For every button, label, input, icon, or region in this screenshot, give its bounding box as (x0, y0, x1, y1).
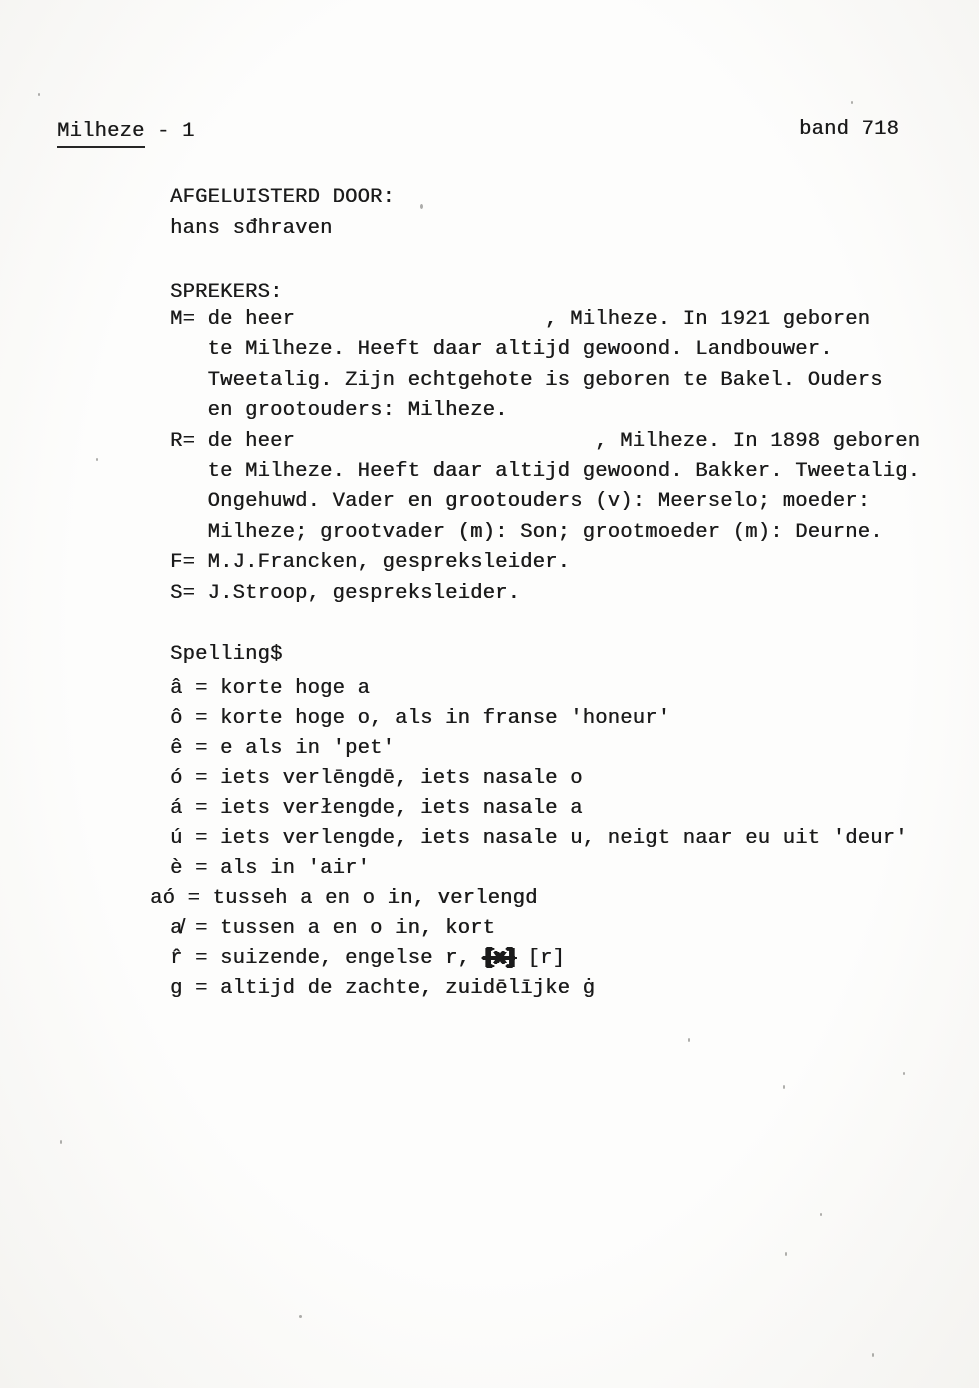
scan-speck (783, 1085, 785, 1089)
speaker-line-r-cont: te Milheze. Heeft daar altijd gewoond. Bakker. Tweetalig. (170, 459, 921, 483)
speaker-line-f: F= M.J.Francken, gespreksleider. (170, 551, 571, 575)
spelling-entry: ô = korte hoge o, als in franse 'honeur' (170, 707, 671, 730)
speaker-line-m-cont: Tweetalig. Zijn echtgehote is geboren te Bakel. Ouders (170, 368, 883, 392)
spelling-entry: â = korte hoge a (170, 677, 371, 700)
scan-speck (785, 1252, 787, 1256)
speaker-line-r-cont: Milheze; grootvader (m): Son; grootmoeder (m): Deurne. (170, 520, 883, 544)
spelling-entry: è = als in 'air' (170, 857, 371, 880)
speaker-line-s: S= J.Stroop, gespreksleider. (170, 581, 521, 605)
spelling-entry: g = altijd de zachte, zuidēlījke ġ (170, 977, 596, 1000)
spelling-entry: á = iets verłengde, iets nasale a (170, 797, 583, 820)
speaker-line-r: R= de heer , Milheze. In 1898 geboren (170, 429, 921, 453)
spelling-legend (150, 674, 908, 1004)
scan-speck (903, 1072, 905, 1075)
page-title-number: - 1 (144, 120, 195, 143)
spelling-entry-text: [r] (514, 947, 565, 970)
sprekers-label: SPREKERS: (170, 281, 283, 304)
afgeluisterd-door-label: AFGELUISTERD DOOR: (170, 186, 396, 209)
speaker-line-m-cont: te Milheze. Heeft daar altijd gewoond. Landbouwer. (170, 338, 833, 362)
scan-speck (96, 458, 98, 461)
sprekers-list (170, 305, 920, 609)
spelling-entry: a̸ = tussen a en o in, kort (170, 917, 496, 940)
page-title-location: Milheze (57, 120, 145, 148)
scan-speck (872, 1353, 874, 1357)
spelling-entry-text: r̂ = suizende, engelse r, (170, 947, 483, 970)
speaker-line-m-cont: en grootouders: Milheze. (170, 399, 508, 423)
scan-speck (688, 1038, 690, 1042)
band-number: band 718 (799, 118, 900, 141)
scan-speck (420, 204, 423, 209)
speaker-line-m: M= de heer , Milheze. In 1921 geboren (170, 308, 871, 331)
struck-out-token: [x] (482, 947, 515, 970)
scan-speck (299, 1315, 302, 1318)
scan-speck (820, 1213, 822, 1216)
spelling-entry: ú = iets verlengde, iets nasale u, neigt naar eu uit 'deur' (170, 827, 908, 850)
scan-speck (38, 93, 40, 96)
spelling-entry: ó = iets verlēngdē, iets nasale o (170, 767, 583, 790)
spelling-entry: ê = e als in 'pet' (170, 737, 396, 760)
scan-speck (851, 101, 853, 104)
listener-name: hans sđhraven (170, 217, 333, 240)
spelling-entry: aó = tusseh a en o in, verlengd (150, 887, 538, 910)
scan-speck (60, 1140, 62, 1144)
spelling-heading: Spelling$ (170, 643, 283, 666)
spelling-entry-with-strikeout (170, 944, 908, 974)
speaker-line-r-cont: Ongehuwd. Vader en grootouders (v): Meerselo; moeder: (170, 490, 871, 514)
page-title (57, 120, 195, 143)
